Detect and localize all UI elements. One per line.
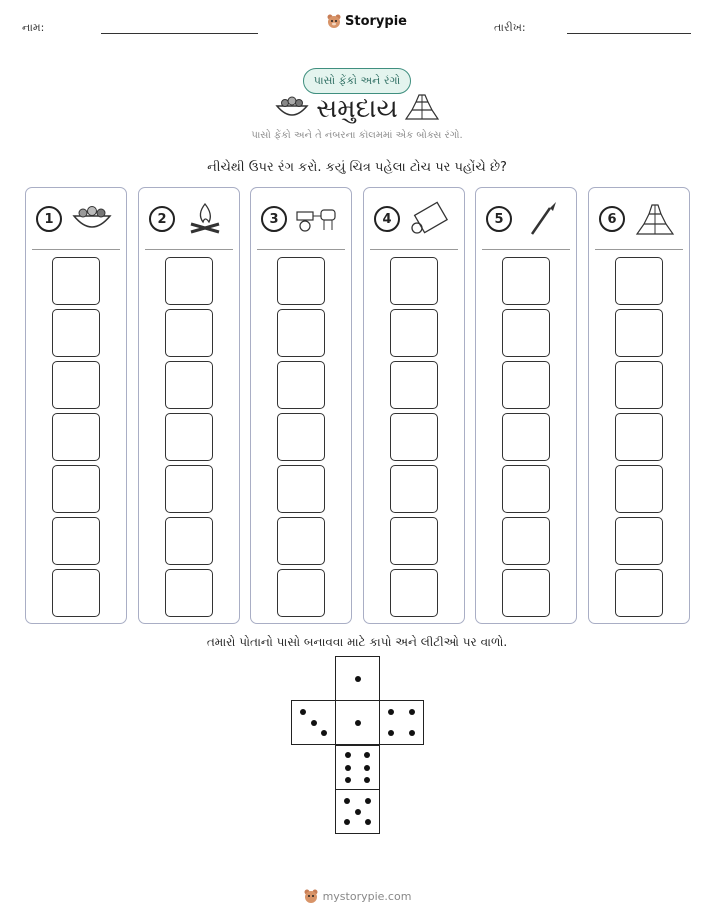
die-pip [355, 809, 361, 815]
color-box[interactable] [390, 465, 438, 513]
die-face-4 [379, 700, 424, 745]
color-box[interactable] [277, 569, 325, 617]
color-box[interactable] [52, 257, 100, 305]
bowl-of-food-icon [70, 200, 114, 236]
color-box[interactable] [165, 569, 213, 617]
color-box[interactable] [502, 465, 550, 513]
column-3 [250, 187, 352, 624]
color-box[interactable] [52, 413, 100, 461]
color-box[interactable] [277, 517, 325, 565]
column-number: 6 [599, 206, 625, 232]
die-pip [409, 709, 415, 715]
color-box[interactable] [502, 309, 550, 357]
campfire-icon [183, 200, 227, 236]
color-box[interactable] [390, 309, 438, 357]
column-divider [370, 249, 458, 250]
color-box[interactable] [277, 413, 325, 461]
die-pip [311, 720, 317, 726]
column-divider [482, 249, 570, 250]
color-box[interactable] [502, 569, 550, 617]
color-box[interactable] [502, 361, 550, 409]
question: નીચેથી ઉપર રંગ કરો. કયું ચિત્ર પહેલા ટોચ પર પહોંચે છે? [207, 160, 507, 175]
date-line [567, 33, 691, 34]
die-pip [355, 720, 361, 726]
die-face-1 [335, 656, 380, 701]
die-face-3 [291, 700, 336, 745]
die-pip [321, 730, 327, 736]
die-pip [364, 752, 370, 758]
spear-icon [520, 200, 564, 236]
cutout-instruction: તમારો પોતાનો પાસો બનાવવા માટે કાપો અને લીટીઓ પર વાળો. [206, 635, 508, 649]
color-box[interactable] [165, 465, 213, 513]
color-box[interactable] [390, 257, 438, 305]
color-box[interactable] [615, 465, 663, 513]
die-pip [365, 819, 371, 825]
page-title: સમુદાય [316, 94, 398, 124]
column-2 [138, 187, 240, 624]
ox-cart-icon [295, 200, 339, 236]
die-pip [345, 765, 351, 771]
die-pip [364, 777, 370, 783]
date-label: તારીખ: [494, 21, 526, 34]
activity-pill: પાસો ફેંકો અને રંગો [303, 68, 411, 94]
color-box[interactable] [390, 361, 438, 409]
column-4 [363, 187, 465, 624]
subtitle: પાસો ફેંકો અને તે નંબરના કૉલમમાં એક બોક્સ રંગો. [251, 130, 463, 141]
color-box[interactable] [277, 361, 325, 409]
color-box[interactable] [615, 569, 663, 617]
die-pip [345, 777, 351, 783]
column-number: 4 [374, 206, 400, 232]
color-box[interactable] [277, 465, 325, 513]
color-box[interactable] [615, 517, 663, 565]
color-box[interactable] [502, 413, 550, 461]
storypie-bear-icon [326, 13, 342, 29]
column-number: 1 [36, 206, 62, 232]
color-box[interactable] [390, 569, 438, 617]
brand-name: Storypie [345, 13, 407, 29]
pyramid-icon [633, 200, 677, 236]
color-box[interactable] [52, 309, 100, 357]
die-pip [355, 676, 361, 682]
die-face-1 [335, 700, 380, 745]
footer [0, 888, 714, 904]
name-label: નામ: [22, 21, 45, 34]
pyramid-icon [404, 91, 440, 121]
die-pip [364, 765, 370, 771]
color-box[interactable] [615, 413, 663, 461]
color-box[interactable] [277, 257, 325, 305]
column-6 [588, 187, 690, 624]
die-pip [345, 752, 351, 758]
brand-logo [326, 13, 407, 29]
die-pip [300, 709, 306, 715]
column-number: 3 [261, 206, 287, 232]
die-pip [388, 709, 394, 715]
scroll-icon [408, 200, 452, 236]
die-pip [344, 819, 350, 825]
storypie-bear-icon [303, 888, 319, 904]
column-divider [145, 249, 233, 250]
color-box[interactable] [165, 309, 213, 357]
footer-url: mystorypie.com [322, 889, 412, 903]
color-box[interactable] [165, 517, 213, 565]
color-box[interactable] [52, 465, 100, 513]
color-box[interactable] [52, 361, 100, 409]
color-box[interactable] [502, 517, 550, 565]
die-pip [365, 798, 371, 804]
column-divider [595, 249, 683, 250]
column-5 [475, 187, 577, 624]
color-box[interactable] [502, 257, 550, 305]
color-box[interactable] [615, 361, 663, 409]
color-box[interactable] [615, 257, 663, 305]
column-divider [257, 249, 345, 250]
color-box[interactable] [390, 517, 438, 565]
die-face-6 [335, 745, 380, 790]
name-line [101, 33, 258, 34]
color-box[interactable] [165, 257, 213, 305]
color-box[interactable] [52, 569, 100, 617]
column-divider [32, 249, 120, 250]
color-box[interactable] [615, 309, 663, 357]
die-face-5 [335, 789, 380, 834]
column-1 [25, 187, 127, 624]
color-box[interactable] [165, 361, 213, 409]
column-number: 5 [486, 206, 512, 232]
color-box[interactable] [277, 309, 325, 357]
die-pip [409, 730, 415, 736]
color-box[interactable] [52, 517, 100, 565]
die-pip [388, 730, 394, 736]
die-pip [344, 798, 350, 804]
column-number: 2 [149, 206, 175, 232]
color-box[interactable] [390, 413, 438, 461]
color-box[interactable] [165, 413, 213, 461]
